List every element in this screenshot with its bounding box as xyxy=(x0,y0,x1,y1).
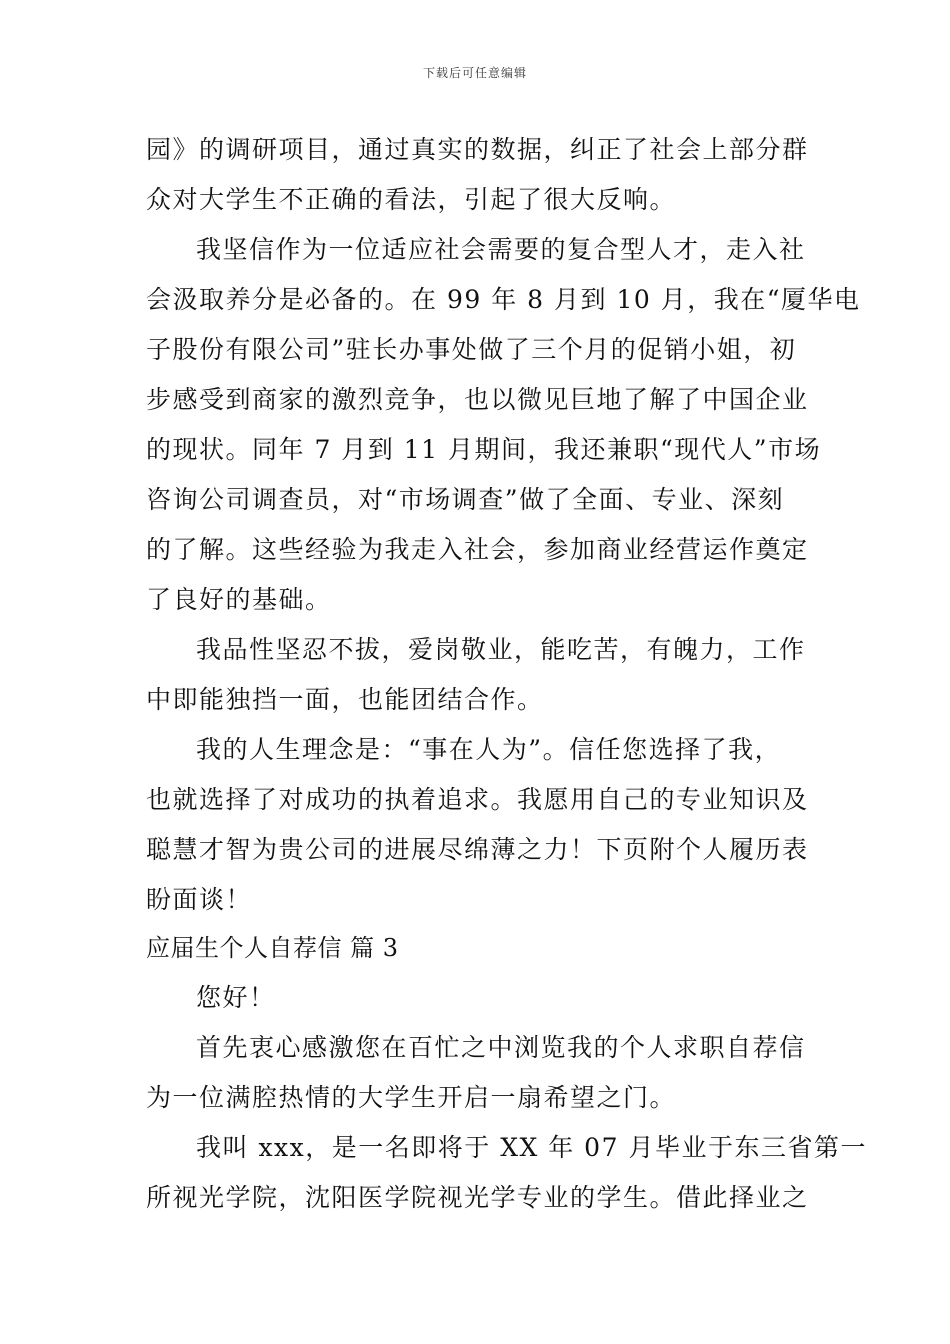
body-line: 众对大学生不正确的看法，引起了很大反响。 xyxy=(146,185,677,214)
body-line: 为一位满腔热情的大学生开启一扇希望之门。 xyxy=(146,1083,677,1112)
body-line: 咨询公司调查员，对“市场调查”做了全面、专业、深刻 xyxy=(146,485,785,514)
body-line: 步感受到商家的激烈竞争，也以微见巨地了解了中国企业 xyxy=(146,385,809,414)
paragraph-first-line: 首先衷心感激您在百忙之中浏览我的个人求职自荐信 xyxy=(196,1033,806,1062)
page-header-note: 下载后可任意编辑 xyxy=(422,66,527,80)
paragraph-first-line: 我坚信作为一位适应社会需要的复合型人才，走入社 xyxy=(196,235,806,264)
body-line: 所视光学院，沈阳医学院视光学专业的学生。借此择业之 xyxy=(146,1183,809,1212)
body-line: 中即能独挡一面，也能团结合作。 xyxy=(146,685,544,714)
paragraph-first-line: 我叫 xxx，是一名即将于 XX 年 07 月毕业于东三省第一 xyxy=(196,1133,867,1162)
body-line: 也就选择了对成功的执着追求。我愿用自己的专业知识及 xyxy=(146,785,809,814)
body-line: 聪慧才智为贵公司的进展尽绵薄之力！下页附个人履历表 xyxy=(146,835,809,864)
body-line: 园》的调研项目，通过真实的数据，纠正了社会上部分群 xyxy=(146,135,809,164)
body-line: 子股份有限公司”驻长办事处做了三个月的促销小姐，初 xyxy=(146,335,797,364)
body-line: 了良好的基础。 xyxy=(146,585,332,614)
section-heading: 应届生个人自荐信 篇 3 xyxy=(146,934,399,962)
body-line: 盼面谈！ xyxy=(146,885,253,914)
paragraph-first-line: 我的人生理念是：“事在人为”。信任您选择了我， xyxy=(196,735,782,764)
body-line: 的了解。这些经验为我走入社会，参加商业经营运作奠定 xyxy=(146,535,809,564)
body-line: 会汲取养分是必备的。在 99 年 8 月到 10 月，我在“厦华电 xyxy=(146,285,861,314)
salutation: 您好！ xyxy=(196,983,276,1012)
paragraph-first-line: 我品性坚忍不拔，爱岗敬业，能吃苦，有魄力，工作 xyxy=(196,635,806,664)
body-line: 的现状。同年 7 月到 11 月期间，我还兼职“现代人”市场 xyxy=(146,435,822,464)
